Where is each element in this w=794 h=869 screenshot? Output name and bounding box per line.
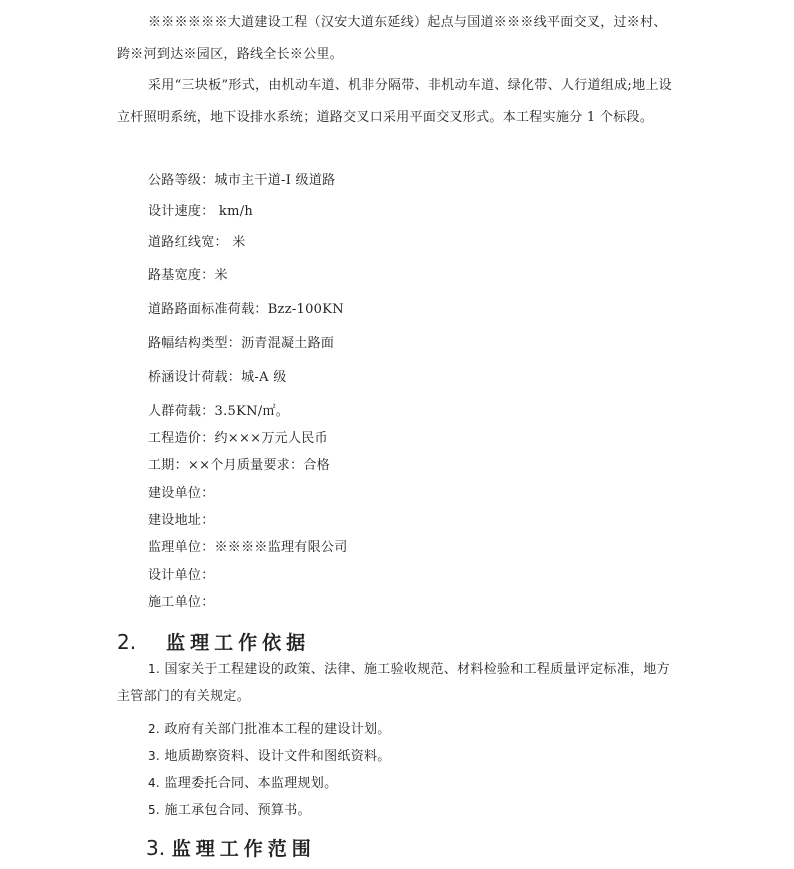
basis-item-3: [148, 745, 391, 764]
section-3-number: 3.: [146, 836, 166, 860]
field-project-cost: 工程造价：约×××万元人民币: [148, 431, 328, 446]
section-2-heading: [117, 628, 310, 655]
section-3-heading: [146, 834, 316, 861]
intro-paragraph-2: [117, 70, 677, 134]
field-construction-address: 建设地址：: [148, 513, 215, 528]
intro-paragraph-1: [117, 7, 677, 71]
basis-item-4-number: 4.: [148, 776, 161, 790]
basis-item-5-text: 施工承包合同、预算书。: [160, 803, 311, 818]
section-2-title: 监理工作依据: [166, 632, 311, 654]
field-construction-unit: 建设单位：: [148, 486, 215, 501]
field-red-line-width: 道路红线宽： 米: [148, 235, 246, 250]
basis-item-1-number: 1.: [148, 662, 161, 676]
field-design-unit: 设计单位：: [148, 568, 215, 583]
field-crowd-load: 人群荷载：3.5KN/㎡。: [148, 404, 290, 419]
section-2-number: 2.: [117, 630, 137, 654]
field-subgrade-width: 路基宽度：米: [148, 268, 228, 283]
basis-item-3-text: 地质勘察资料、设计文件和图纸资料。: [160, 749, 391, 764]
field-structure-type: 路幅结构类型：沥青混凝土路面: [148, 336, 335, 351]
basis-item-2-text: 政府有关部门批准本工程的建设计划。: [160, 722, 391, 737]
basis-item-4-text: 监理委托合同、本监理规划。: [160, 776, 338, 791]
basis-item-4: [148, 772, 337, 791]
basis-item-5-number: 5.: [148, 803, 161, 817]
field-road-grade: 公路等级：城市主干道-I 级道路: [148, 173, 336, 188]
intro-paragraph-2-text: 采用“三块板”形式，由机动车道、机非分隔带、非机动车道、绿化带、人行道组成;地上设立杆照明系统，地下设排水系统；道路交叉口采用平面交叉形式。本工程实施分 1 个标段。: [117, 78, 672, 125]
basis-item-1-text: 国家关于工程建设的政策、法律、施工验收规范、材料检验和工程质量评定标准，地方主管部门的有关规定。: [117, 662, 670, 704]
field-design-speed: 设计速度： km/h: [148, 204, 254, 219]
field-supervision-unit: 监理单位：※※※※监理有限公司: [148, 540, 348, 555]
intro-paragraph-1-text: ※※※※※※大道建设工程（汉安大道东延线）起点与国道※※※线平面交叉，过※村、跨※河到达※园区，路线全长※公里。: [117, 15, 667, 62]
field-pavement-load: 道路路面标准荷载：Bzz-100KN: [148, 302, 344, 317]
basis-item-1: [117, 656, 677, 710]
basis-item-5: [148, 799, 311, 818]
basis-item-2: [148, 718, 391, 737]
basis-item-3-number: 3.: [148, 749, 161, 763]
field-duration-quality: 工期：××个月质量要求：合格: [148, 458, 330, 473]
field-bridge-load: 桥涵设计荷载：城-A 级: [148, 370, 287, 385]
basis-item-2-number: 2.: [148, 722, 161, 736]
field-contractor-unit: 施工单位：: [148, 595, 215, 610]
section-3-title: 监理工作范围: [171, 838, 316, 860]
